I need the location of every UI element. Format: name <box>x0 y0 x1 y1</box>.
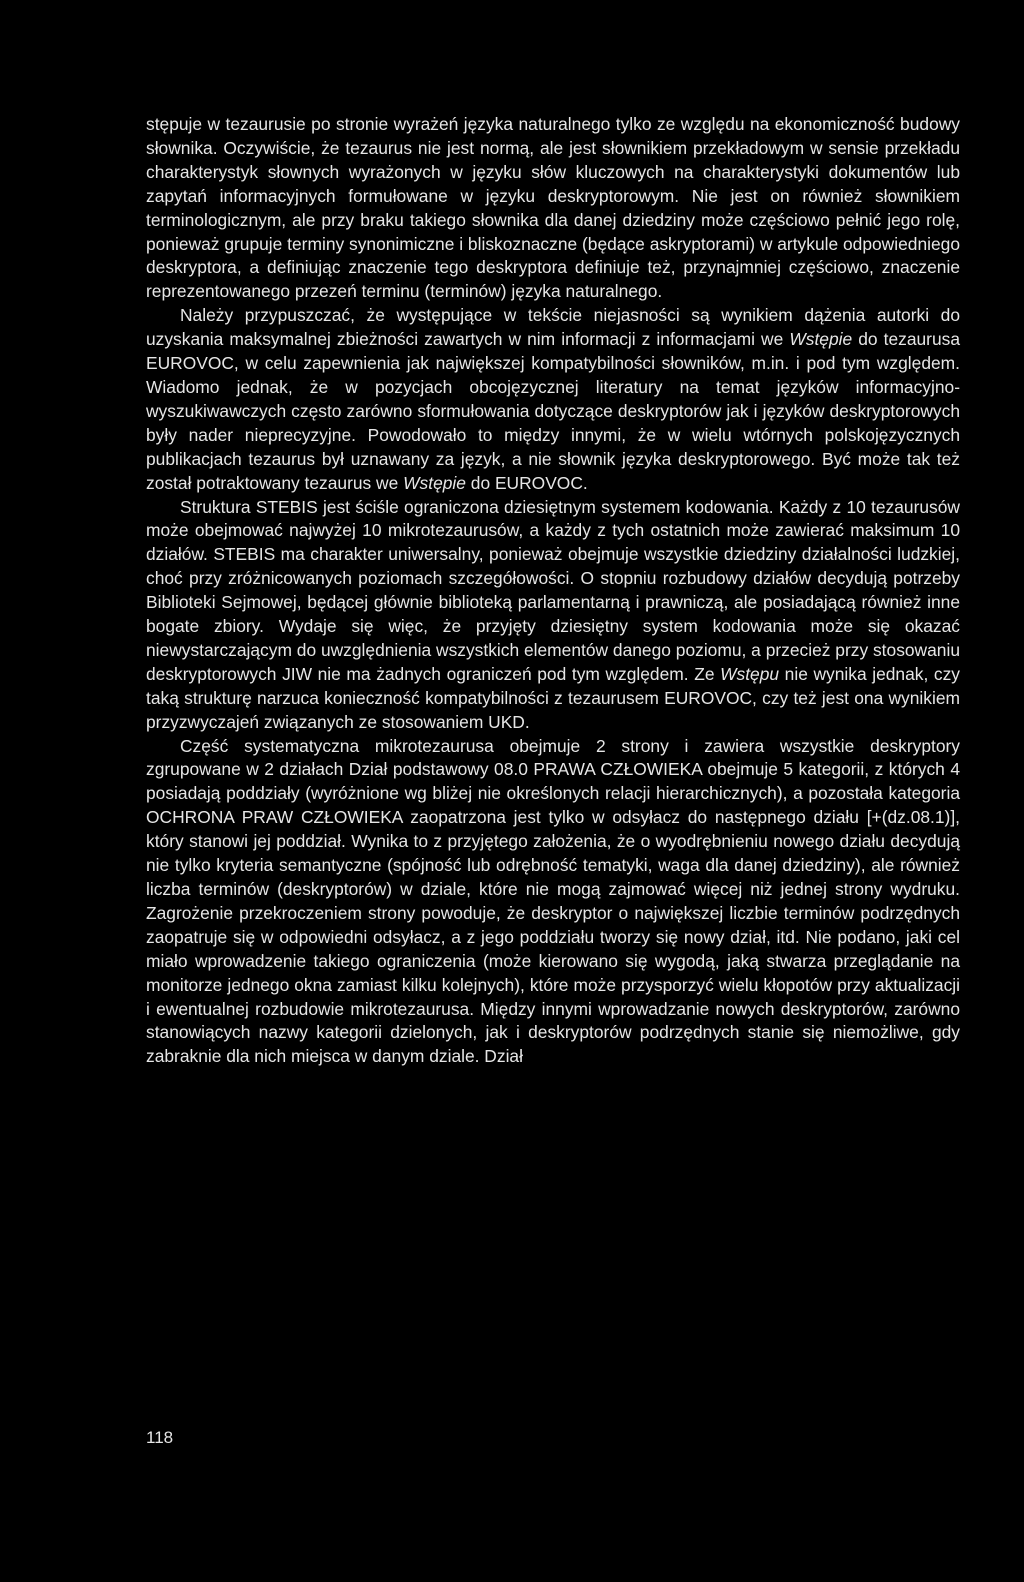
page-number: 118 <box>146 1428 174 1447</box>
italic-text: Wstępie <box>403 472 466 493</box>
paragraph <box>146 735 960 1070</box>
paragraph <box>146 304 960 495</box>
body-text <box>146 113 960 1069</box>
text-run: nie wynika jednak, czy taką strukturę narzuca konieczność kompatybilności z tezaurusem EUROVOC, czy też jest ona wynikiem przyzwyczajeń związanych ze stosowaniem UKD. <box>146 663 960 732</box>
italic-text: Wstępie <box>789 329 853 350</box>
text-run: Część systematyczna mikrotezaurusa obejmuje 2 strony i zawiera wszystkie deskryptory zgrupowane w 2 działach Dział podstawowy 08.0 PRAWA CZŁOWIEKA obejmuje 5 kategorii, z których 4 posiadają poddziały (wyróżnione wg bliżej nie określonych relacji hierarchicznych), a pozostała kategoria OCHRONA PRAW CZŁOWIEKA zaopatrzona jest tylko w odsyłacz do następnego działu [+(dz.08.1)], który stanowi jej poddział. Wynika to z przyjętego założenia, że o wyodrębnieniu nowego działu decydują nie tylko kryteria semantyczne (spójność lub odrębność tematyki, waga dla danej dziedziny), ale również liczba terminów (deskryptorów) w dziale, które nie mogą zajmować więcej niż jednej strony wydruku. Zagrożenie przekroczeniem strony powoduje, że deskryptor o największej liczbie terminów podrzędnych zaopatruje się w odpowiedni odsyłacz, a z jego poddziału tworzy się nowy dział, itd. Nie podano, jaki cel miało wprowadzenie takiego ograniczenia (może kierowano się wygodą, jaką stwarza przeglądanie na monitorze jednego okna zamiast kilku kolejnych), które może przysporzyć wielu kłopotów przy aktualizacji i ewentualnej rozbudowie mikrotezaurusa. Między innymi wprowadzanie nowych deskryptorów, zarówno stanowiących nazwy kategorii dzielonych, jak i deskryptorów podrzędnych stanie się niemożliwe, gdy zabraknie dla nich miejsca w danym dziale. Dział <box>146 735 960 1067</box>
italic-text: Wstępu <box>720 663 780 684</box>
text-run: Struktura STEBIS jest ściśle ograniczona dziesiętnym systemem kodowania. Każdy z 10 tezaurusów może obejmować najwyżej 10 mikrotezaurusów, a każdy z tych ostatnich może zawierać maksimum 10 działów. STEBIS ma charakter uniwersalny, ponieważ obejmuje wszystkie dziedziny działalności ludzkiej, choć przy zróżnicowanych poziomach szczegółowości. O stopniu rozbudowy działów decydują potrzeby Biblioteki Sejmowej, będącej głównie biblioteką parlamentarną i prawniczą, ale posiadającą również inne bogate zbiory. Wydaje się więc, że przyjęty dziesiętny system kodowania może się okazać niewystarczającym do uwzględnienia wszystkich elementów danego poziomu, a przecież przy stosowaniu deskryptorowych JIW nie ma żadnych ograniczeń pod tym względem. Ze <box>146 496 960 684</box>
text-run: Należy przypuszczać, że występujące w tekście niejasności są wynikiem dążenia autorki do uzyskania maksymalnej zbieżności zawartych w nim informacji z informacjami we <box>146 305 960 350</box>
text-run: stępuje w tezaurusie po stronie wyrażeń języka naturalnego tylko ze względu na ekonomiczność budowy słownika. Oczywiście, że tezaurus nie jest normą, ale jest słownikiem przekładowym w sensie przekładu charakterystyk słownych wyrażonych w języku słów kluczowych na charakterystyki dokumentów lub zapytań informacyjnych formułowane w języku deskryptorowym. Nie jest on również słownikiem terminologicznym, ale przy braku takiego słownika dla danej dziedziny może częściowo pełnić jego rolę, ponieważ grupuje terminy synonimiczne i bliskoznaczne (będące askryptorami) w artykule odpowiedniego deskryptora, a definiując znaczenie tego deskryptora definiuje też, przynajmniej częściowo, znaczenie reprezentowanego przezeń terminu (terminów) języka naturalnego. <box>146 114 960 302</box>
text-run: do tezaurusa EUROVOC, w celu zapewnienia jak największej kompatybilności słowników, m.in. i pod tym względem. Wiadomo jednak, że w pozycjach obcojęzycznej literatury na temat języków informacyjno-wyszukiwawczych często zarówno sformułowania dotyczące deskryptorów jak i języków deskryptorowych były nader nieprecyzyjne. Powodowało to między innymi, że w wielu wtórnych polskojęzycznych publikacjach tezaurus był uznawany za język, a nie słownik języka deskryptorowego. Być może tak też został potraktowany tezaurus we <box>146 329 960 493</box>
text-run: do EUROVOC. <box>465 472 588 493</box>
paragraph <box>146 496 960 735</box>
paragraph <box>146 113 960 304</box>
